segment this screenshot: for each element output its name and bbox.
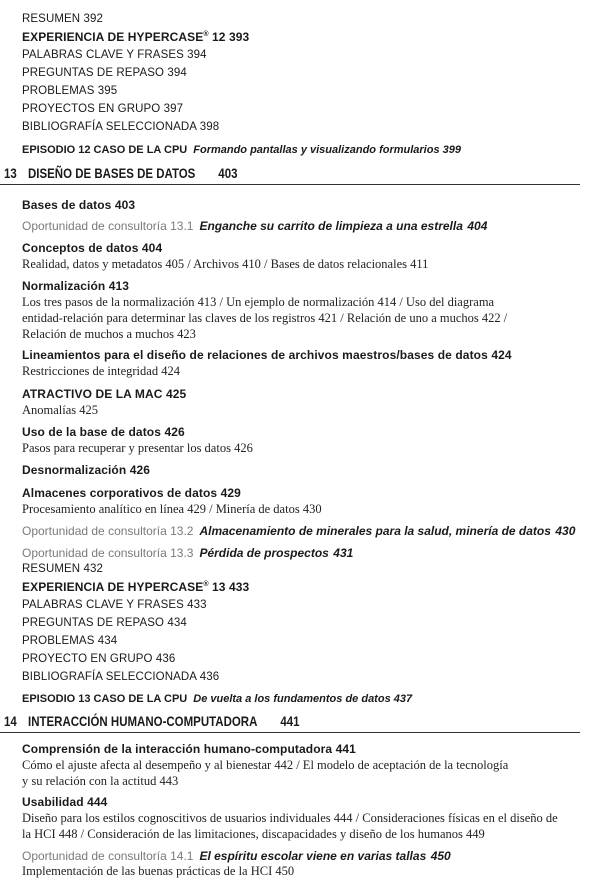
toc-subsection: Realidad, datos y metadatos 405 / Archivos 410 / Bases de datos relacionales 411 — [22, 257, 429, 271]
toc-section: Bases de datos 403 — [22, 198, 136, 212]
toc-subsection: y su relación con la actitud 443 — [22, 774, 179, 788]
toc-subsection: Pasos para recuperar y presentar los datos 426 — [22, 441, 253, 455]
toc-subsection: Los tres pasos de la normalización 413 / Un ejemplo de normalización 414 / Uso del diagrama — [22, 295, 495, 309]
toc-item-hypercase: EXPERIENCIA DE HYPERCASE® 13 433 — [22, 580, 250, 594]
toc-section: Usabilidad 444 — [22, 795, 108, 809]
toc-consulting-opportunity: Oportunidad de consultoría 13.2 Almacenamiento de minerales para la salud, minería de datos 430 — [22, 524, 576, 538]
toc-consulting-opportunity: Oportunidad de consultoría 14.1 El espíritu escolar viene en varias tallas 450 — [22, 849, 451, 863]
toc-subsection: entidad-relación para determinar las claves de los registros 421 / Relación de uno a muchos 422 / — [22, 311, 508, 325]
chapter-13-header: 13 DISEÑO DE BASES DE DATOS 403 — [0, 164, 580, 185]
toc-section: Conceptos de datos 404 — [22, 241, 163, 255]
toc-item: BIBLIOGRAFÍA SELECCIONADA 436 — [22, 671, 220, 683]
toc-item: PREGUNTAS DE REPASO 394 — [22, 67, 187, 79]
toc-section: Comprensión de la interacción humano-computadora 441 — [22, 742, 356, 756]
toc-section: ATRACTIVO DE LA MAC 425 — [22, 387, 187, 401]
toc-subsection: Cómo el ajuste afecta al desempeño y al bienestar 442 / El modelo de aceptación de la tecnología — [22, 758, 509, 772]
toc-subsection: Restricciones de integridad 424 — [22, 364, 180, 378]
toc-item-resumen: RESUMEN 432 — [22, 563, 103, 575]
toc-section: Lineamientos para el diseño de relaciones de archivos maestros/bases de datos 424 — [22, 348, 512, 362]
toc-consulting-opportunity: Oportunidad de consultoría 13.1 Enganche su carrito de limpieza a una estrella 404 — [22, 219, 488, 233]
toc-subsection: Anomalías 425 — [22, 403, 99, 417]
toc-section: Almacenes corporativos de datos 429 — [22, 486, 241, 500]
toc-item: PREGUNTAS DE REPASO 434 — [22, 617, 187, 629]
toc-item: PROBLEMAS 395 — [22, 85, 118, 97]
toc-consulting-opportunity: Oportunidad de consultoría 13.3 Pérdida de prospectos 431 — [22, 546, 354, 560]
toc-item: PROBLEMAS 434 — [22, 635, 118, 647]
chapter-title: INTERACCIÓN HUMANO-COMPUTADORA 441 — [28, 713, 300, 729]
toc-item: PALABRAS CLAVE Y FRASES 394 — [22, 49, 207, 61]
toc-episode-13: EPISODIO 13 CASO DE LA CPU De vuelta a los fundamentos de datos 437 — [22, 693, 413, 705]
toc-item: BIBLIOGRAFÍA SELECCIONADA 398 — [22, 121, 220, 133]
toc-item: PROYECTOS EN GRUPO 397 — [22, 103, 184, 115]
chapter-title: DISEÑO DE BASES DE DATOS 403 — [28, 165, 238, 181]
toc-subsection: Procesamiento analítico en línea 429 / Minería de datos 430 — [22, 502, 322, 516]
toc-subsection: Diseño para los estilos cognoscitivos de usuarios individuales 444 / Consideraciones físicas en el diseño de — [22, 811, 558, 825]
chapter-14-header: 14 INTERACCIÓN HUMANO-COMPUTADORA 441 — [0, 712, 580, 733]
toc-item: PROYECTO EN GRUPO 436 — [22, 653, 176, 665]
toc-section: Desnormalización 426 — [22, 463, 151, 477]
toc-item-hypercase: EXPERIENCIA DE HYPERCASE® 12 393 — [22, 30, 250, 44]
toc-section: Uso de la base de datos 426 — [22, 425, 185, 439]
toc-subsection: Relación de muchos a muchos 423 — [22, 327, 196, 341]
toc-item: PALABRAS CLAVE Y FRASES 433 — [22, 599, 207, 611]
toc-subsection: la HCI 448 / Consideración de las limitaciones, discapacidades y diseño de los humanos 449 — [22, 827, 485, 841]
toc-section: Normalización 413 — [22, 279, 130, 293]
toc-subsection: Implementación de las buenas prácticas de la HCI 450 — [22, 864, 295, 878]
toc-episode-12: EPISODIO 12 CASO DE LA CPU Formando pantallas y visualizando formularios 399 — [22, 144, 462, 156]
toc-item-resumen: RESUMEN 392 — [22, 13, 103, 25]
